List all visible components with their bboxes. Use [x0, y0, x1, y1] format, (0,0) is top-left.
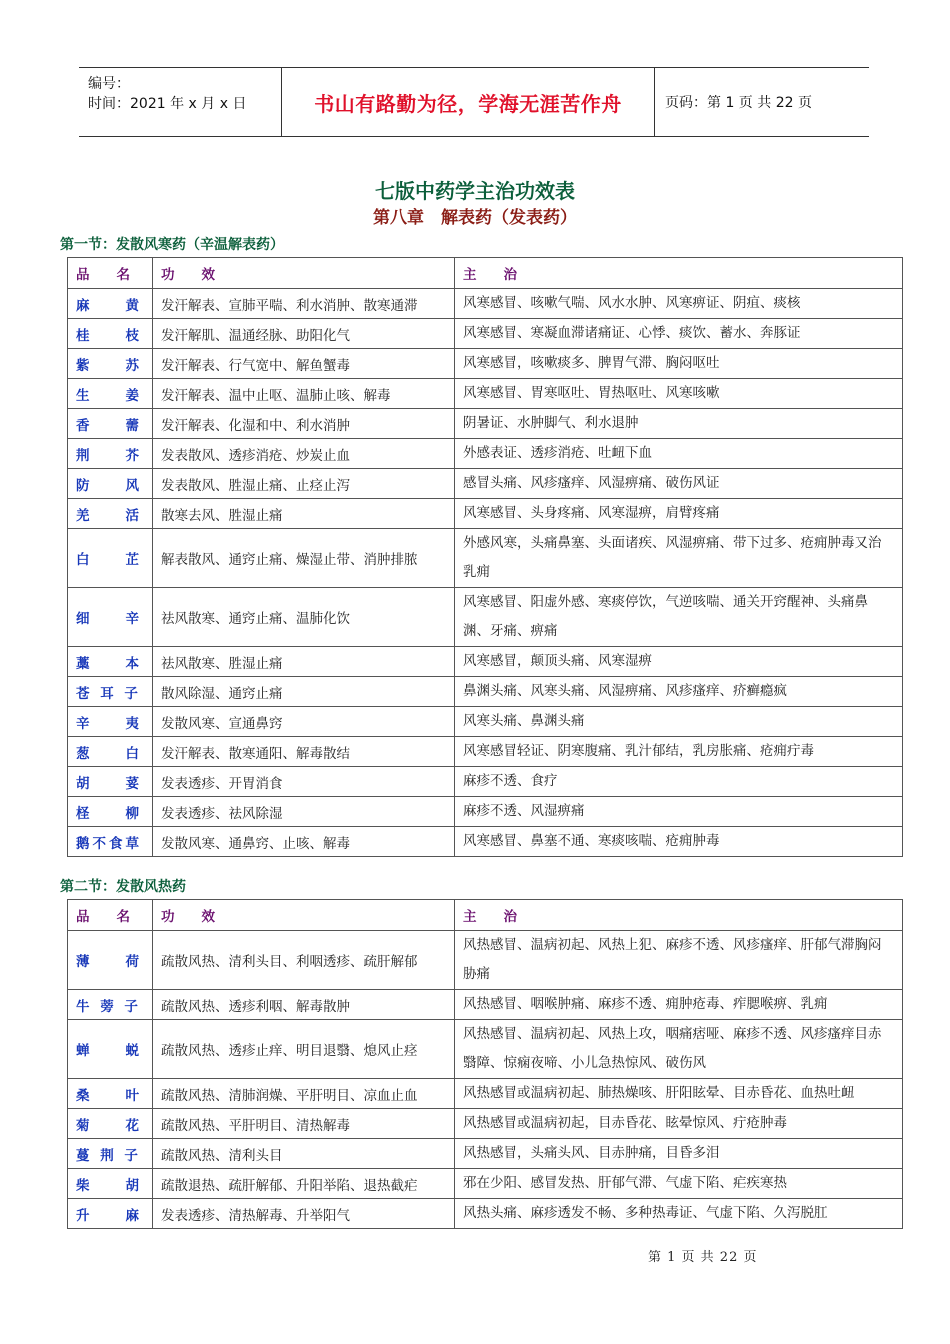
- herb-effect-cell: 疏散退热、疏肝解郁、升阳举陷、退热截疟: [153, 1169, 455, 1199]
- herb-indication-cell: 风寒感冒、咳嗽气喘、风水水肿、风寒痹证、阴疽、痰核: [455, 289, 903, 319]
- herb-effect-cell: 祛风散寒、通窍止痛、温肺化饮: [153, 588, 455, 647]
- herb-indication-cell: 风寒感冒、阳虚外感、寒痰停饮，气逆咳喘、通关开窍醒神、头痛鼻渊、牙痛、痹痛: [455, 588, 903, 647]
- section-heading-2: 第二节：发散风热药: [60, 879, 186, 895]
- herb-indication-cell: 风热感冒、咽喉肿痛、麻疹不透、痈肿疮毒、痄腮喉痹、乳痈: [455, 990, 903, 1020]
- table-row: [68, 439, 903, 469]
- column-header-indication: 主 治: [455, 258, 903, 289]
- herb-name-cell: 菊 花: [68, 1109, 153, 1139]
- table-row: [68, 529, 903, 588]
- table-row: [68, 827, 903, 857]
- herb-name-cell: 白 芷: [68, 529, 153, 588]
- table-row: [68, 1109, 903, 1139]
- table-row: [68, 319, 903, 349]
- herb-indication-cell: 感冒头痛、风疹瘙痒、风湿痹痛、破伤风证: [455, 469, 903, 499]
- table-row: [68, 409, 903, 439]
- herb-effect-cell: 发汗解肌、温通经脉、助阳化气: [153, 319, 455, 349]
- table-row: [68, 379, 903, 409]
- herb-effect-cell: 散风除湿、通窍止痛: [153, 677, 455, 707]
- herb-name-cell: 蔓 荆 子: [68, 1139, 153, 1169]
- herb-effect-cell: 疏散风热、清利头目: [153, 1139, 455, 1169]
- herb-effect-cell: 发汗解表、散寒通阳、解毒散结: [153, 737, 455, 767]
- table-row: [68, 737, 903, 767]
- number-label: 编号：: [88, 76, 130, 92]
- herb-effect-cell: 发表透疹、开胃消食: [153, 767, 455, 797]
- herb-indication-cell: 风热感冒或温病初起，目赤昏花、眩晕惊风、疔疮肿毒: [455, 1109, 903, 1139]
- herb-name-cell: 防 风: [68, 469, 153, 499]
- document-title: 七版中药学主治功效表: [375, 179, 575, 203]
- herb-indication-cell: 风寒感冒、寒凝血滞诸痛证、心悸、痰饮、蓄水、奔豚证: [455, 319, 903, 349]
- table-row: [68, 469, 903, 499]
- section-heading-1: 第一节：发散风寒药（辛温解表药）: [60, 237, 284, 253]
- table-row: [68, 289, 903, 319]
- column-header-effect: 功 效: [153, 900, 455, 931]
- herb-effect-cell: 发汗解表、行气宽中、解鱼蟹毒: [153, 349, 455, 379]
- herb-name-cell: 生 姜: [68, 379, 153, 409]
- herb-effect-cell: 疏散风热、清肺润燥、平肝明目、凉血止血: [153, 1079, 455, 1109]
- herb-name-cell: 香 薷: [68, 409, 153, 439]
- herb-name-cell: 鹅不食草: [68, 827, 153, 857]
- page-footer: 第 1 页 共 22 页: [648, 1250, 758, 1265]
- herb-indication-cell: 阴暑证、水肿脚气、利水退肿: [455, 409, 903, 439]
- herb-effect-cell: 发汗解表、温中止呕、温肺止咳、解毒: [153, 379, 455, 409]
- table-row: [68, 990, 903, 1020]
- herb-name-cell: 麻 黄: [68, 289, 153, 319]
- herb-name-cell: 升 麻: [68, 1199, 153, 1229]
- herb-indication-cell: 风热头痛、麻疹透发不畅、多种热毒证、气虚下陷、久泻脱肛: [455, 1199, 903, 1229]
- herb-effect-cell: 发散风寒、通鼻窍、止咳、解毒: [153, 827, 455, 857]
- herb-name-cell: 藁 本: [68, 647, 153, 677]
- column-header-name: 品 名: [68, 258, 153, 289]
- herb-indication-cell: 风寒感冒，颠顶头痛、风寒湿痹: [455, 647, 903, 677]
- header-box: [79, 67, 869, 137]
- table-row: [68, 1139, 903, 1169]
- herb-name-cell: 牛 蒡 子: [68, 990, 153, 1020]
- herb-name-cell: 桑 叶: [68, 1079, 153, 1109]
- herb-indication-cell: 外感表证、透疹消疮、吐衄下血: [455, 439, 903, 469]
- column-header-indication: 主 治: [455, 900, 903, 931]
- herb-effect-cell: 疏散风热、透疹止痒、明目退翳、熄风止痉: [153, 1020, 455, 1079]
- herb-indication-cell: 风热感冒、温病初起、风热上攻，咽痛痞哑、麻疹不透、风疹瘙痒目赤翳障、惊痫夜啼、小儿急热惊风、破伤风: [455, 1020, 903, 1079]
- herb-name-cell: 胡 荽: [68, 767, 153, 797]
- column-header-effect: 功 效: [153, 258, 455, 289]
- herb-name-cell: 辛 夷: [68, 707, 153, 737]
- header-meta: [79, 68, 281, 136]
- table-row: [68, 499, 903, 529]
- herb-name-cell: 苍 耳 子: [68, 677, 153, 707]
- herb-name-cell: 柽 柳: [68, 797, 153, 827]
- motto: 书山有路勤为径，学海无涯苦作舟: [281, 68, 655, 136]
- table-row: [68, 588, 903, 647]
- herb-name-cell: 桂 枝: [68, 319, 153, 349]
- herb-effect-cell: 解表散风、通窍止痛、燥湿止带、消肿排脓: [153, 529, 455, 588]
- herb-effect-cell: 发汗解表、宣肺平喘、利水消肿、散寒通滞: [153, 289, 455, 319]
- herb-indication-cell: 风寒感冒轻证、阴寒腹痛、乳汁郁结，乳房胀痛、疮痈疔毒: [455, 737, 903, 767]
- herb-table-wind-cold: [67, 257, 903, 857]
- herb-indication-cell: 风热感冒、温病初起、风热上犯、麻疹不透、风疹瘙痒、肝郁气滞胸闷胁痛: [455, 931, 903, 990]
- herb-indication-cell: 风寒感冒、鼻塞不通、寒痰咳喘、疮痈肿毒: [455, 827, 903, 857]
- table-row: [68, 1169, 903, 1199]
- table-row: [68, 797, 903, 827]
- table-row: [68, 707, 903, 737]
- table-row: [68, 647, 903, 677]
- herb-indication-cell: 风热感冒或温病初起、肺热燥咳、肝阳眩晕、目赤昏花、血热吐衄: [455, 1079, 903, 1109]
- herb-effect-cell: 发表透疹、清热解毒、升举阳气: [153, 1199, 455, 1229]
- herb-effect-cell: 发表散风、透疹消疮、炒炭止血: [153, 439, 455, 469]
- herb-effect-cell: 发表透疹、祛风除湿: [153, 797, 455, 827]
- chapter-title: 第八章 解表药（发表药）: [373, 208, 577, 228]
- table-row: [68, 767, 903, 797]
- herb-name-cell: 葱 白: [68, 737, 153, 767]
- herb-indication-cell: 麻疹不透、风湿痹痛: [455, 797, 903, 827]
- herb-name-cell: 紫 苏: [68, 349, 153, 379]
- table-row: [68, 677, 903, 707]
- herb-effect-cell: 发散风寒、宣通鼻窍: [153, 707, 455, 737]
- herb-table-wind-heat: [67, 899, 903, 1229]
- herb-name-cell: 细 辛: [68, 588, 153, 647]
- table-row: [68, 1199, 903, 1229]
- herb-indication-cell: 邪在少阳、感冒发热、肝郁气滞、气虚下陷、疟疾寒热: [455, 1169, 903, 1199]
- herb-indication-cell: 风寒感冒、头身疼痛、风寒湿痹，肩臂疼痛: [455, 499, 903, 529]
- herb-effect-cell: 散寒去风、胜湿止痛: [153, 499, 455, 529]
- herb-name-cell: 羌 活: [68, 499, 153, 529]
- herb-name-cell: 柴 胡: [68, 1169, 153, 1199]
- page-info: 页码：第 1 页 共 22 页: [665, 95, 812, 111]
- table-row: [68, 1079, 903, 1109]
- herb-indication-cell: 风寒头痛、鼻渊头痛: [455, 707, 903, 737]
- table-row: [68, 931, 903, 990]
- herb-effect-cell: 发汗解表、化湿和中、利水消肿: [153, 409, 455, 439]
- herb-indication-cell: 鼻渊头痛、风寒头痛、风湿痹痛、风疹瘙痒、疥癣瘾疯: [455, 677, 903, 707]
- herb-effect-cell: 疏散风热、透疹利咽、解毒散肿: [153, 990, 455, 1020]
- herb-effect-cell: 疏散风热、平肝明目、清热解毒: [153, 1109, 455, 1139]
- herb-effect-cell: 发表散风、胜湿止痛、止痉止泻: [153, 469, 455, 499]
- table-row: [68, 349, 903, 379]
- herb-effect-cell: 祛风散寒、胜湿止痛: [153, 647, 455, 677]
- herb-indication-cell: 风寒感冒、胃寒呕吐、胃热呕吐、风寒咳嗽: [455, 379, 903, 409]
- herb-indication-cell: 风热感冒，头痛头风、目赤肿痛，目昏多泪: [455, 1139, 903, 1169]
- herb-name-cell: 蝉 蜕: [68, 1020, 153, 1079]
- herb-name-cell: 荆 芥: [68, 439, 153, 469]
- herb-indication-cell: 风寒感冒，咳嗽痰多、脾胃气滞、胸闷呕吐: [455, 349, 903, 379]
- herb-effect-cell: 疏散风热、清利头目、利咽透疹、疏肝解郁: [153, 931, 455, 990]
- herb-name-cell: 薄 荷: [68, 931, 153, 990]
- column-header-name: 品 名: [68, 900, 153, 931]
- table-row: [68, 1020, 903, 1079]
- herb-indication-cell: 麻疹不透、食疗: [455, 767, 903, 797]
- herb-indication-cell: 外感风寒，头痛鼻塞、头面诸疾、风湿痹痛、带下过多、疮痈肿毒又治乳痈: [455, 529, 903, 588]
- time-label: 时间：2021 年 x 月 x 日: [88, 96, 247, 112]
